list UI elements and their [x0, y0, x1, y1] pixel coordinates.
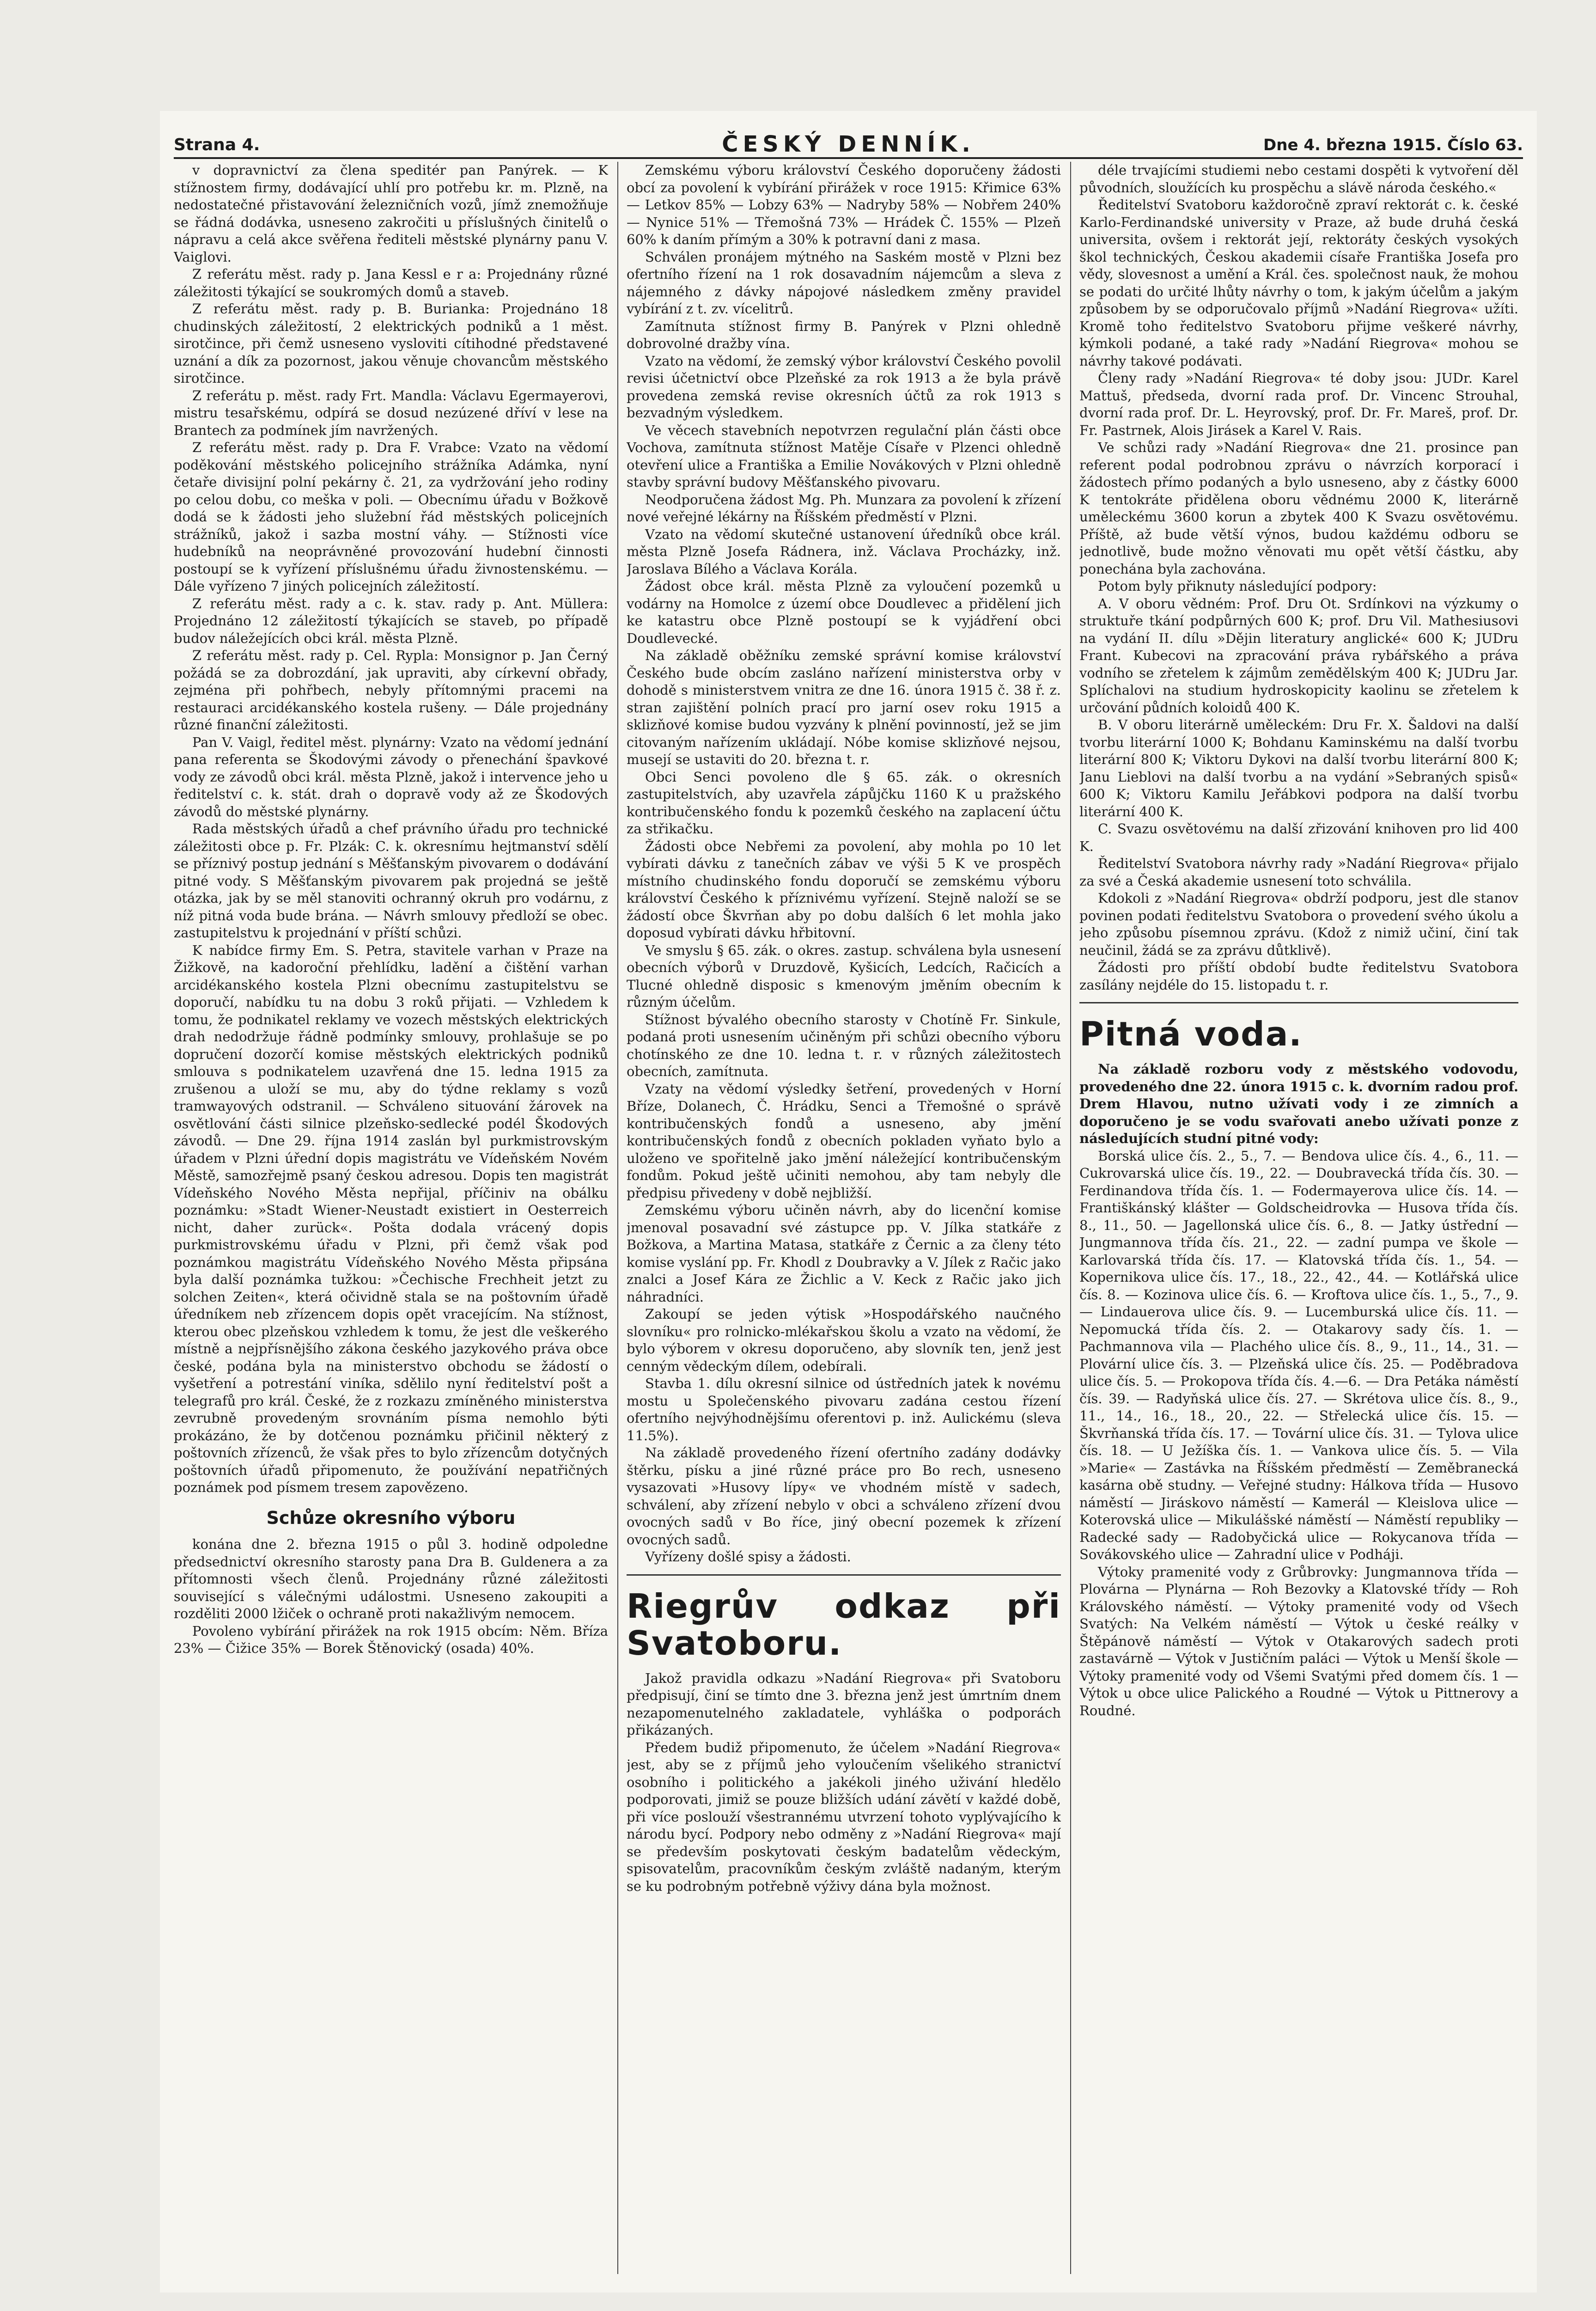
issue-date: Dne 4. března 1915. Číslo 63.: [1263, 136, 1523, 154]
paragraph: Stížnost bývalého obecního starosty v Chotíně Fr. Sinkule, podaná proti usnesením učiněným při schůzi obecního výboru chotínského ze dne 10. ledna t. r. v různých záležitostech obecních, zamítnuta.: [627, 1011, 1061, 1079]
section-divider: [1079, 1002, 1518, 1003]
paragraph: C. Svazu osvětovému na další zřizování knihoven pro lid 400 K.: [1079, 821, 1518, 854]
paragraph: Neodporučena žádost Mg. Ph. Munzara za povolení k zřízení nové veřejné lékárny na Říšském předměstí v Plzni.: [627, 491, 1061, 525]
paragraph: Borská ulice čís. 2., 5., 7. — Bendova ulice čís. 4., 6., 11. — Cukrovarská ulice čís. 19., 22. — Doubravecká třída čís. 30. — Ferdinandova třída čís. 1. — Fodermayerova ulice čís. 14. — Františkánský klášter — Goldscheidrovka — Husova třída čís. 8., 11., 50. — Jagellonská ulice čís. 6., 8. — Jatky ústřední — Jungmannova třída čís. 21., 22. — zadní pumpa ve škole — Karlovarská třída čís. 17. — Klatovská třída čís. 1., 54. — Kopernikova ulice čís. 17., 18., 22., 42., 44. — Kotlářská ulice čís. 8. — Kozinova ulice čís. 6. — Kroftova ulice čís. 1., 5., 7., 9. — Lindauerova ulice čís. 9. — Lucemburská ulice čís. 11. — Nepomucká třída čís. 2. — Otakarovy sady čís. 1. — Pachmannova vila — Plachého ulice čís. 8., 9., 11., 14., 31. — Plovární ulice čís. 3. — Plzeňská ulice čís. 25. — Poděbradova ulice čís. 5. — Prokopova třída čís. 4.—6. — Dra Petáka náměstí čís. 39. — Radyňská ulice čís. 27. — Skrétova ulice čís. 8., 9., 11., 14., 16., 18., 20., 22. — Střelecká ulice čís. 15. — Škvrňanská třída čís. 17. — Tovární ulice čís. 31. — Tylova ulice čís. 18. — U Ježíška čís. 1. — Vankova ulice čís. 5. — Vila »Marie« — Zastávka na Říšském předměstí — Zeměbranecká kasárna obě studny. — Veřejné studny: Hálkova třída — Husovo náměstí — Jiráskovo náměstí — Kamerál — Kleislova ulice — Koterovská ulice — Mikulášské náměstí — Náměstí republiky — Radecké sady — Radobyčická ulice — Rokycanova třída — Sovákovského ulice — Zahradní ulice v Podháji.: [1079, 1148, 1518, 1562]
paragraph: Rada městských úřadů a chef právního úřadu pro technické záležitosti obce p. Fr. Plzák: C. k. okresnímu hejtmanství sdělí se příznivý postup jednání s Měšťanským pivovarem o dodávání pitné vody. S Měšťanským pivovarem pak projedná se ještě otázka, jak by se měl stanoviti ochranný okruh pro vodárnu, z níž pitná voda bude brána. — Návrh smlouvy předloží se obec. zastupitelstvu k projednání v příští schůzi.: [174, 821, 608, 941]
article-headline: Riegrův odkaz při Svatoboru.: [627, 1586, 1061, 1663]
paragraph: Ve věcech stavebních nepotvrzen regulační plán části obce Vochova, zamítnuta stížnost Matěje Císaře v Plzenci ohledně otevření ulice a Františka a Emilie Novákových v Plzni ohledně stavby správní budovy Měšťanského pivovaru.: [627, 422, 1061, 490]
paragraph: Členy rady »Nadání Riegrova« té doby jsou: JUDr. Karel Mattuš, předseda, dvorní rada prof. Dr. Vincenc Strouhal, dvorní rada prof. Dr. L. Heyrovský, prof. Dr. Fr. Mareš, prof. Dr. Fr. Pastrnek, Alois Jirásek a Karel V. Rais.: [1079, 370, 1518, 438]
paragraph: Z referátu měst. rady p. Dra F. Vrabce: Vzato na vědomí poděkování městského policejního strážníka Adámka, nyní četaře divisijní polní pekárny č. 21, za vydržování jeho rodiny po celou dobu, co meška v poli. — Obecnímu úřadu v Božkově dodá se k žádosti jeho služební řád městských policejních strážníků, jakož i sazba mostní váhy. — Stížnosti více hudebníků na neoprávněné provozování hudební činnosti postoupí se k vyřízení příslušnému úřadu živnostenskému. — Dále vyřízeno 7 jiných policejních záležitostí.: [174, 440, 608, 594]
paragraph: Jakož pravidla odkazu »Nadání Riegrova« při Svatoboru předpisují, činí se tímto dne 3. března jenž jest úmrtním dnem nezapomenutelného zakladatele, vyhláška o podporách přikázaných.: [627, 1670, 1061, 1738]
paragraph: Žádosti pro příští období budte ředitelstvu Svatobora zasílány nejdéle do 15. listopadu t. r.: [1079, 960, 1518, 993]
paragraph: Z referátu měst. rady p. B. Burianka: Projednáno 18 chudinských záležitostí, 2 elektrických podniků a 1 měst. sirotčince, při čemž usneseno vysloviti cítihodné představené uznání a dík za pozornost, jakou věnuje chovancům městského sirotčince.: [174, 301, 608, 386]
paragraph: Z referátu p. měst. rady Frt. Mandla: Václavu Egermayerovi, mistru tesařskému, odpírá se dosud nezúzené dříví v lese na Brantech za podmínek jím navržených.: [174, 387, 608, 438]
column-3: [1079, 162, 1518, 2283]
paragraph: Na základě provedeného řízení ofertního zadány dodávky štěrku, písku a jiné různé práce pro Bo rech, usneseno vysazovati »Husovy lípy« ve vhodném místě v sadech, schválení, aby zřízení nebylo v obci a schváleno zřízení dvou ovocných sadů v Bo říce, jiný obecní pozemek k zřízení ovocných sadů.: [627, 1445, 1061, 1547]
paragraph: Z referátu měst. rady p. Cel. Rypla: Monsignor p. Jan Černý požádá se za dobrozdání, jak upraviti, aby církevní obřady, zejména při pohřbech, nebyly přítomnými pracemi na restauraci arcidékanského kostela rušeny. — Dále projednány různé finanční záležitosti.: [174, 648, 608, 733]
paragraph: Zamítnuta stížnost firmy B. Panýrek v Plzni ohledně dobrovolné dražby vína.: [627, 318, 1061, 351]
paragraph: Zakoupí se jeden výtisk »Hospodářského naučného slovníku« pro rolnicko-mlékařskou školu a vzato na vědomí, že bylo výborem v okresu doporučeno, aby slovník ten, jenž jest cenným vědeckým dílem, odebírali.: [627, 1306, 1061, 1374]
paragraph: Ředitelství Svatoboru každoročně zpraví rektorát c. k. české Karlo-Ferdinandské university v Praze, až bude druhá česká universita, ovšem i rektorát její, rektoráty českých vysokých škol technických, Českou akademii císaře Františka Josefa pro vědy, slovesnost a umění a Král. čes. společnost nauk, že mohou se podati do určité lhůty návrhy o tom, k jakým účelům a jakým způsobem by se odporučovalo příjmů »Nadání Riegrova« užíti. Kromě toho ředitelstvo Svatoboru přijme veškeré návrhy, kýmkoli podané, a také rady »Nadání Riegrova« mohou se návrhy takové podávati.: [1079, 197, 1518, 369]
paragraph: Zemskému výboru učiněn návrh, aby do licenční komise jmenoval posavadní své zástupce pp. V. Jílka statkáře z Božkova, a Martina Matasa, statkáře z Černic a za členy této komise vyslání pp. Fr. Khodl z Doubravky a V. Jílek z Račic jako znalci a Josef Kára ze Žichlic a V. Keck z Račic jako jich náhradníci.: [627, 1202, 1061, 1305]
paragraph: Žádost obce král. města Plzně za vyloučení pozemků u vodárny na Homolce z území obce Doudlevec a přidělení jich ke katastru obce Plzně postoupí se k vyjádření obci Doudlevecké.: [627, 578, 1061, 646]
paragraph: Schválen pronájem mýtného na Saském mostě v Plzni bez ofertního řízení na 1 rok dosavadním nájemcům a sleva z nájemného z dávky nápojové následkem změny pravidel vybírání z t. zv. vícelitrů.: [627, 249, 1061, 317]
newspaper-page: [160, 111, 1537, 2293]
paragraph: Výtoky pramenité vody z Grůbrovky: Jungmannova třída — Plovárna — Plynárna — Roh Bezovky a Klatovské třídy — Roh Královského náměstí. — Výtoky pramenité vody od Všech Svatých: Na Velkém náměstí — Výtok u české reálky v Štěpánově náměstí — Výtok v Otakarových sadech proti zastavárně — Výtok v Justičním paláci — Výtok u Menší škole — Výtoky pramenité vody od Všemi Svatými před domem čís. 1 — Výtok u obce ulice Palického a Roudné — Výtok u Pittnerovy a Roudné.: [1079, 1564, 1518, 1718]
column-divider: [1070, 162, 1071, 2274]
paragraph: Vzato na vědomí, že zemský výbor království Českého povolil revisi účetnictví obce Plzeňské za rok 1913 a že byla právě provedena zemská revise okresních účtů za rok 1913 s bezvadným výsledkem.: [627, 353, 1061, 421]
paragraph: Vzaty na vědomí výsledky šetření, provedených v Horní Bříze, Dolanech, Č. Hrádku, Senci a Třemošné o správě kontribučenských fondů a usneseno, aby jmění kontribučenských fondů z obecních pokladen vyňato bylo a uloženo ve spořitelně jako jmění náležející kontribučenským fondům. Pokud ještě učiniti nemohou, aby tam nebyly dle předpisu přivedeny v době nejbližší.: [627, 1081, 1061, 1201]
column-divider: [617, 162, 618, 2274]
paragraph: Ve schůzi rady »Nadání Riegrova« dne 21. prosince pan referent podal podrobnou zprávu o návrzích korporací i žádostech přímo podaných a bylo usneseno, aby z částky 6000 K tentokráte přidělena oboru vědnému 2000 K, literárně uměleckému 3600 korun a zbytek 400 K Svazu osvětovému. Příště, až bude větší výnos, budou každému odboru se jednotlivě, bude možno věnovati mu opět větší částku, aby ponechána byla zachována.: [1079, 440, 1518, 577]
paragraph: Vzato na vědomí skutečné ustanovení úředníků obce král. města Plzně Josefa Rádnera, inž. Václava Procházky, inž. Jaroslava Bílého a Václava Korála.: [627, 526, 1061, 577]
paragraph: B. V oboru literárně uměleckém: Dru Fr. X. Šaldovi na další tvorbu literární 1000 K; Bohdanu Kaminskému na další tvorbu literární 800 K; Viktoru Dykovi na další tvorbu literární 800 K; Janu Lieblovi na další tvorbu a na vydání »Sebraných spisů« 600 K; Viktoru Kamilu Jeřábkovi podpora na další tvorbu literární 400 K.: [1079, 717, 1518, 819]
paragraph: Předem budiž připomenuto, že účelem »Nadání Riegrova« jest, aby se z příjmů jeho vyloučením všelikého stranictví osobního i politického a jakékoli jiného uživání hledělo podporovati, jimiž se pouze bližších udání závětí v každé době, při více poslouží všestrannému utvrzení tohoto vyplývajícího k národu bycí. Podpory nebo odměny z »Nadání Riegrova« mají se především poskytovati českým badatelům vědeckým, spisovatelům, pracovníkům českým zvláště nadaným, kterým se ku podrobným potřebně výživy dána byla možnost.: [627, 1739, 1061, 1894]
paragraph: konána dne 2. března 1915 o půl 3. hodině odpoledne předsednictví okresního starosty pana Dra B. Guldenera a za přítomnosti všech členů. Projednány různé záležitosti související s válečnými událostmi. Usneseno zakoupiti a rozděliti 2000 lžiček o ochraně proti nakažlivým nemocem.: [174, 1536, 608, 1621]
paragraph: Potom byly přiknuty následující podpory:: [1098, 578, 1377, 594]
paragraph: Povoleno vybírání přirážek na rok 1915 obcím: Něm. Bříza 23% — Čižice 35% — Borek Štěnovický (osada) 40%.: [174, 1623, 608, 1656]
paragraph: Stavba 1. dílu okresní silnice od ústředních jatek k novému mostu u Společenského pivovaru zadána cestou řízení ofertního nejvýhodnějšímu oferentovi p. inž. Aulickému (sleva 11.5%).: [627, 1376, 1061, 1443]
paragraph: v dopravnictví za člena speditér pan Panýrek. — K stížnostem firmy, dodávající uhlí pro potřebu kr. m. Plzně, na nedostatečné přistavování železničních vozů, jímž znemožňuje se řádná dodávka, usneseno zakročiti u příslušných činitelů o nápravu a celá akce svěřena řediteli městské plynárny panu V. Vaiglovi.: [174, 162, 608, 265]
paragraph: K nabídce firmy Em. S. Petra, stavitele varhan v Praze na Žižkově, na kadoroční přehlídku, ladění a čištění varhan arcidékanského kostela Plzni obecnímu zastupitelstvu se doporučí, nabídku tu na dobu 3 roků přijati. — Vzhledem k tomu, že podnikatel reklamy ve vozech městských elektrických drah nedodržuje řádně podmínky smlouvy, prohlašuje se po dopručení dozorčí komise městských elektrických podniků smlouva s podnikatelem uzavřená dne 15. ledna 1915 za zrušenou a uloží se mu, aby do týdne reklamy s vozů tramwayových odstranil. — Schváleno situování žárovek na osvětlování části silnice plzeňsko-sedlecké podél Škodových závodů. — Dne 29. října 1914 zaslán byl purkmistrovským úřadem v Plzni úřední dopis magistrátu ve Vídeňském Novém Městě, samozřejmě psaný českou adresou. Dopis ten magistrát Vídeňského Nového Města nepřijal, příčiniv na obálku poznámku: »Stadt Wiener-Neustadt existiert in Oesterreich nicht, daher zurück«. Pošta dodala vrácený dopis purkmistrovskému úřadu v Plzni, při čemž však pod poznámkou magistrátu Vídeňského Nového Města připsána byla další poznámka tužkou: »Čechische Frechheit jetzt zu solchen Zeiten«, která očividně stala se na poštovním úřadě úředníkem neb zřízencem dopis opět vracejícím. Na stížnost, kterou obec plzeňskou vzhledem k tomu, že jest dle veškerého místně a nejpřísnějšího zákona českého jazykového práva obce české, podána byla na ministerstvo obchodu se žádostí o vyšetření a potrestání viníka, sdělilo nyní ředitelství pošt a telegrafů pro král. České, že z rozkazu zmíněného ministerstva zevrubně provedeným srovnáním písma nemohlo býti prokázáno, že by dotčenou poznámku přičinil některý z poštovních zřízenců, že však přes to bylo zřízencům dotyčných poštovních úřadů připomenuto, že používání nepatřičných poznámek pod písmem tresem zapovězeno.: [174, 942, 608, 1495]
paragraph: Pan V. Vaigl, ředitel měst. plynárny: Vzato na vědomí jednání pana referenta se Škodovými závody o přenechání špavkové vody ze závodů obci král. města Plzně, jakož i intervence jeho u ředitelství c. k. stát. drah o dopravě vody až ze Škodových závodů do městské plynárny.: [174, 734, 608, 819]
column-1: [174, 162, 608, 2283]
paragraph: Ředitelství Svatobora návrhy rady »Nadání Riegrova« přijalo za své a Česká akademie usnesení toto schválila.: [1079, 856, 1518, 889]
paragraph: Na základě oběžníku zemské správní komise království Českého bude obcím zasláno nařízení ministerstva orby v dohodě s ministerstvem vnitra ze dne 16. února 1915 č. 38 ř. z. stran zajištění polních prací pro jarní osev roku 1915 a sklizňové komise budou vyzvány k plnění povinností, jež se jim citovaným nařízením ukládají. Nóbe komise sklizňové nejsou, musejí se ustaviti do 20. března t. r.: [627, 648, 1061, 767]
masthead-title: ČESKÝ DENNÍK.: [722, 131, 975, 157]
paragraph: Ve smyslu § 65. zák. o okres. zastup. schválena byla usnesení obecních výborů v Druzdově, Kyšicích, Ledcích, Račicích a Tlucné ohledně disposic s kmenovým jměním obecním k různým účelům.: [627, 942, 1061, 1010]
paragraph: Z referátu měst. rady a c. k. stav. rady p. Ant. Müllera: Projednáno 12 záležitostí týkajících se staveb, po případě budov náležejících obci král. města Plzně.: [174, 595, 608, 646]
paragraph: Zemskému výboru království Českého doporučeny žádosti obcí za povolení k vybírání přirážek v roce 1915: Křimice 63% — Letkov 85% — Lobzy 63% — Nadryby 58% — Nobřem 240% — Nynice 51% — Třemošná 73% — Hrádek Č. 155% — Plzeň 60% k daním přímým a 30% k potravní dani z masa.: [627, 162, 1061, 247]
column-2: [627, 162, 1061, 2283]
page-number: Strana 4.: [174, 135, 260, 154]
paragraph: Žádosti obce Nebřemi za povolení, aby mohla po 10 let vybírati dávku z tanečních zábav ve výši 5 K ve prospěch místního chudinského fondu doporučí se zemskému výboru království Českého k příznivému vyřízení. Stejně naloží se se žádostí obce Škvrňan aby po dobu dalších 6 let mohla jako doposud vybírati dávku hřbitovní.: [627, 838, 1061, 941]
paragraph: déle trvajícími studiemi nebo cestami dospěti k vytvoření děl původních, sloužících ku prospěchu a slávě národa českého.«: [1079, 162, 1518, 196]
paragraph: Obci Senci povoleno dle § 65. zák. o okresních zastupitelstvích, aby uzavřela zápůjčku 1160 K u pražského kontribučenského fondu k pozemků českého na zaplacení účtu za střikačku.: [627, 769, 1061, 837]
paragraph: Vyřízeny došlé spisy a žádosti.: [645, 1549, 851, 1565]
paragraph: Z referátu měst. rady p. Jana Kessl e r a: Projednány různé záležitosti týkající se soukromých domů a staveb.: [174, 266, 608, 300]
section-divider: [627, 1574, 1061, 1576]
paragraph: Na základě rozboru vody z městského vodovodu, provedeného dne 22. února 1915 c. k. dvorním radou prof. Drem Hlavou, nutno užívati vody i ze zimních a doporučeno je se vodu svařovati anebo užívati ponze z následujících studní pitné vody:: [1079, 1061, 1518, 1146]
page-header: [174, 125, 1523, 159]
section-heading: Schůze okresního výboru: [266, 1507, 516, 1528]
paragraph: A. V oboru vědném: Prof. Dru Ot. Srdínkovi na výzkumy o struktuře tkání podpůrných 600 K; prof. Dru Vil. Mathesiusovi na vydání II. dílu »Dějin literatury anglické« 600 K; JUDru Frant. Kubecovi na zpracování práva rybářského a práva vodního se zřetelem k zájmům zemědělským 400 K; JUDru Jar. Splíchalovi na studium hydroskopicity kaolinu se zřetelem k určování půdních koloidů 400 K.: [1079, 595, 1518, 715]
article-headline: Pitná voda.: [1079, 1015, 1303, 1053]
paragraph: Kdokoli z »Nadání Riegrova« obdrží podporu, jest dle stanov povinen podati ředitelstvu Svatobora o provedení svého úkolu a jeho způsobu písemnou zprávu. (Kdož z nimiž učiní, činí tak neučinil, žádá se za zprávu důtklivě).: [1079, 890, 1518, 958]
